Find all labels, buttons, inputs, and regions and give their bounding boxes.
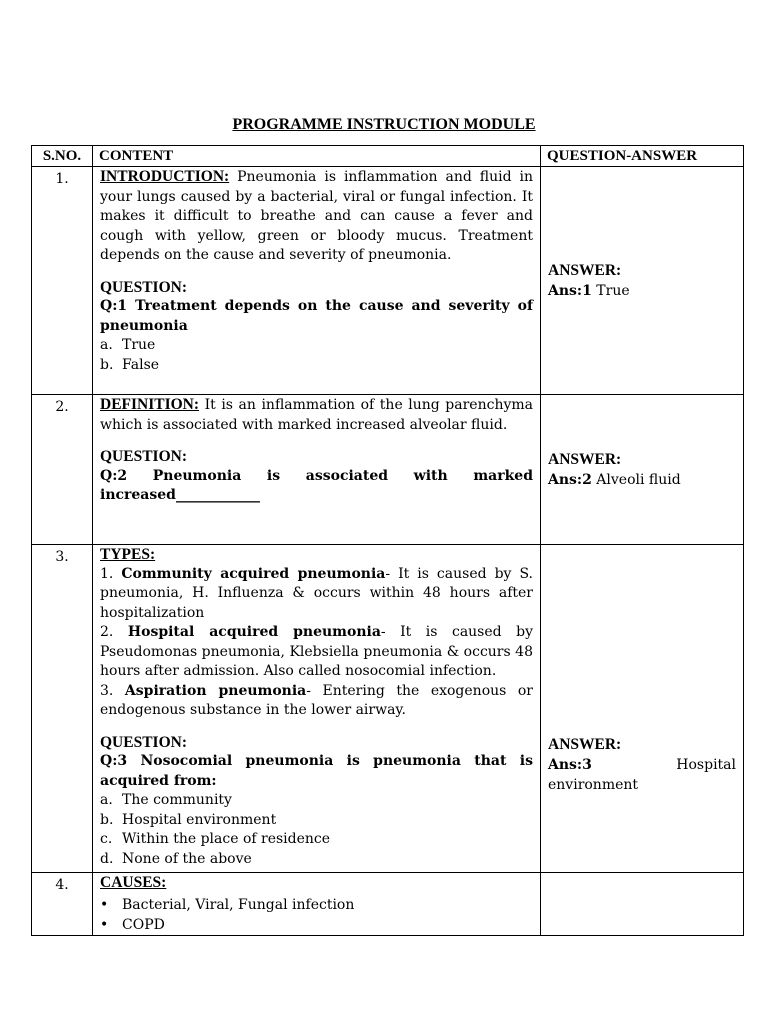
type-number: 2. <box>100 624 114 640</box>
answer-cell <box>541 545 744 873</box>
answer-label: ANSWER: <box>548 736 622 753</box>
answer-label: ANSWER: <box>548 261 622 279</box>
option-marker: c. <box>100 831 113 847</box>
options-list <box>100 336 533 375</box>
row-content <box>93 873 541 936</box>
row-number: 1. <box>32 167 93 395</box>
type-desc: - It is caused by Pseudomonas pneumonia, Klebsiella pneumonia & occurs 48 hours after admission. Also called nosocomial infection. <box>100 624 533 679</box>
module-table <box>31 145 744 936</box>
answer-line <box>548 470 736 490</box>
header-sno: S.NO. <box>32 146 93 167</box>
type-name: Community acquired pneumonia <box>121 565 386 582</box>
option-marker: a. <box>100 792 113 808</box>
question-label: QUESTION: <box>100 448 187 465</box>
option-text: None of the above <box>122 850 252 867</box>
answer-prefix: Ans:3 <box>548 757 592 773</box>
table-row <box>32 545 744 873</box>
bullet-marker: • <box>100 917 109 933</box>
list-item <box>100 336 533 356</box>
option-marker: a. <box>100 337 113 353</box>
page-title: PROGRAMME INSTRUCTION MODULE <box>232 116 536 133</box>
answer-prefix: Ans:2 <box>548 471 592 488</box>
row-content <box>93 545 541 873</box>
table-row <box>32 167 744 395</box>
section-heading: DEFINITION: <box>100 396 200 413</box>
list-item <box>100 850 533 870</box>
row-number: 2. <box>32 395 93 545</box>
question-text: Q:3 Nosocomial pneumonia is pneumonia that is acquired from: <box>100 753 533 789</box>
bullet-marker: • <box>100 897 109 913</box>
type-item <box>100 565 533 624</box>
answer-cell <box>541 873 744 936</box>
type-desc: - It is caused by S. pneumonia, H. Influenza & occurs within 48 hours after hospitalization <box>100 565 533 621</box>
section-heading: TYPES: <box>100 546 156 563</box>
section-text: It is an inflammation of the lung parenchyma which is associated with marked increased alveolar fluid. <box>100 397 533 433</box>
option-marker: d. <box>100 850 114 867</box>
row-content <box>93 395 541 545</box>
options-list <box>100 791 533 869</box>
section-text: Pneumonia is inflammation and fluid in your lungs caused by a bacterial, viral or fungal infection. It makes it difficult to breathe and can cause a fever and cough with yellow, green or bloody mucus. Treatment depends on the cause and severity of pneumonia. <box>100 169 533 263</box>
option-marker: b. <box>100 811 114 828</box>
question-text: Q:1 Treatment depends on the cause and severity of pneumonia <box>100 298 533 334</box>
header-question-answer: QUESTION-ANSWER <box>541 146 744 167</box>
answer-line <box>548 755 736 775</box>
type-number: 1. <box>100 565 114 582</box>
option-text: Hospital environment <box>122 811 277 828</box>
type-item <box>100 623 533 682</box>
answer-text-second: environment <box>548 777 639 793</box>
table-header-row <box>32 146 744 167</box>
header-content: CONTENT <box>93 146 541 167</box>
section-heading: CAUSES: <box>100 874 167 891</box>
option-text: True <box>122 337 156 353</box>
causes-list <box>100 895 533 935</box>
intro-paragraph <box>100 167 533 266</box>
answer-text-first: Hospital <box>676 757 736 773</box>
question-label: QUESTION: <box>100 278 187 296</box>
answer-text: True <box>596 282 630 299</box>
question-text: Q:2 Pneumonia is associated with marked increased____________ <box>100 467 533 503</box>
list-item <box>100 915 533 935</box>
option-text: Within the place of residence <box>122 831 331 847</box>
option-text: The community <box>122 792 232 808</box>
definition-paragraph <box>100 395 533 435</box>
list-item <box>100 830 533 850</box>
question-label: QUESTION: <box>100 733 187 751</box>
type-item <box>100 682 533 721</box>
type-number: 3. <box>100 682 114 699</box>
row-content <box>93 167 541 395</box>
answer-label: ANSWER: <box>548 450 622 468</box>
list-item <box>100 791 533 811</box>
bullet-text: COPD <box>122 917 165 933</box>
answer-text: Alveoli fluid <box>596 471 681 488</box>
answer-line <box>548 281 736 301</box>
list-item <box>100 895 533 915</box>
type-name: Aspiration pneumonia <box>124 682 307 699</box>
bullet-text: Bacterial, Viral, Fungal infection <box>122 897 355 913</box>
table-row <box>32 395 744 545</box>
list-item <box>100 811 533 831</box>
option-marker: b. <box>100 356 114 373</box>
row-number: 3. <box>32 545 93 873</box>
option-text: False <box>122 356 160 373</box>
answer-cell <box>541 167 744 395</box>
type-name: Hospital acquired pneumonia <box>127 624 381 640</box>
row-number: 4. <box>32 873 93 936</box>
answer-prefix: Ans:1 <box>548 282 592 299</box>
list-item <box>100 356 533 376</box>
answer-cell <box>541 395 744 545</box>
section-heading: INTRODUCTION: <box>100 168 230 185</box>
table-row <box>32 873 744 936</box>
type-desc: - Entering the exogenous or endogenous substance in the lower airway. <box>100 682 533 718</box>
